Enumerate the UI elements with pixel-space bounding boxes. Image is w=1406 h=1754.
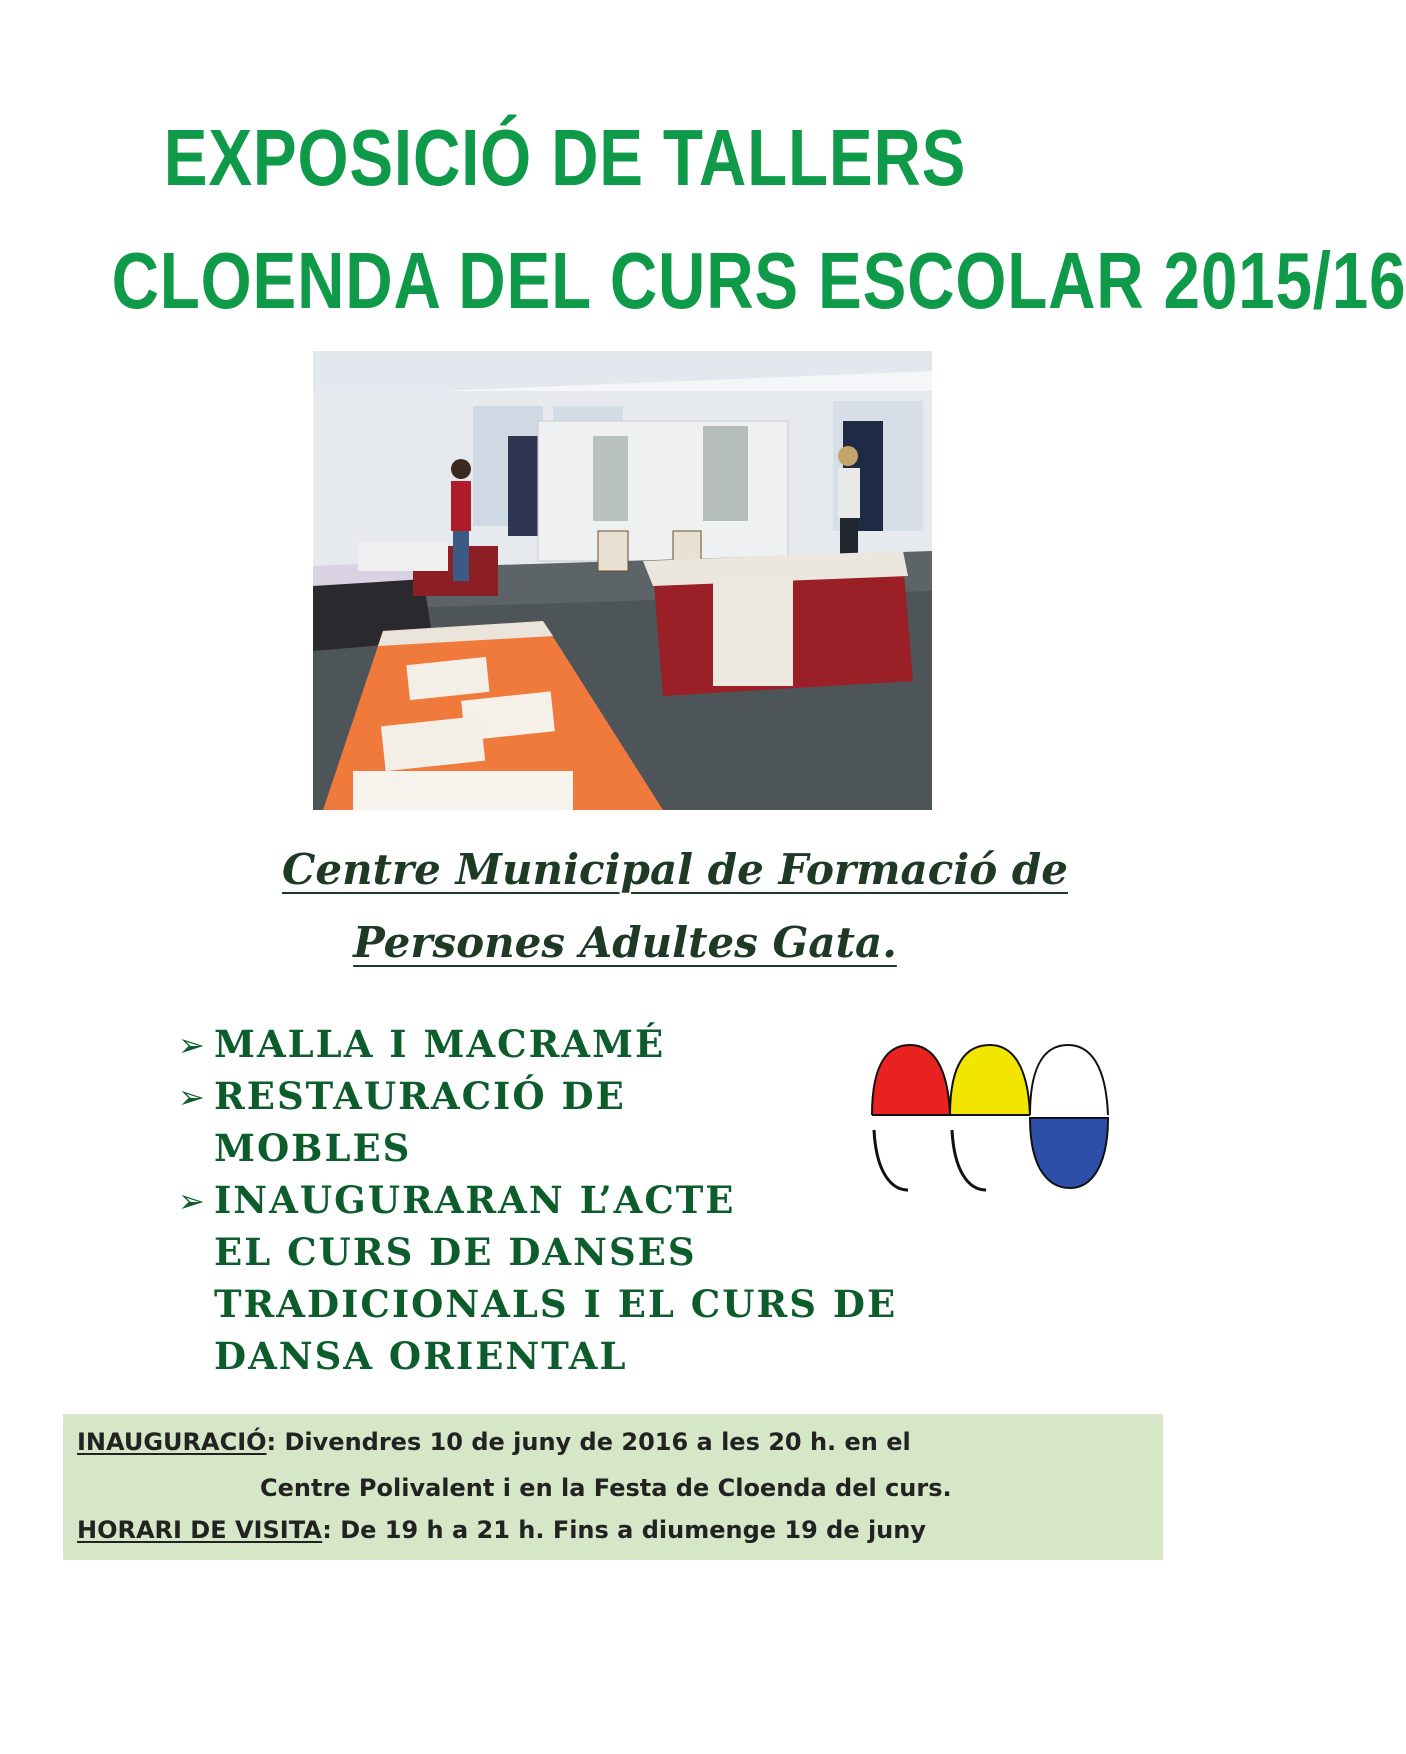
list-item-line: EL CURS DE DANSES (214, 1230, 697, 1274)
list-item-line: MALLA I MACRAMÉ (214, 1022, 666, 1066)
list-item-line: INAUGURARAN L’ACTE (214, 1178, 736, 1222)
title-line-1: EXPOSICIÓ DE TALLERS (163, 113, 967, 202)
arrow-bullet-icon: ➢ (178, 1078, 205, 1116)
list-item-line: RESTAURACIÓ DE (214, 1074, 626, 1118)
list-item (178, 1174, 897, 1382)
organizer-line-2: Persones Adultes Gata. (353, 918, 897, 967)
list-item (178, 1018, 897, 1070)
inauguracio-line-2: Centre Polivalent i en la Festa de Cloenda del curs. (260, 1474, 952, 1502)
list-item-line: TRADICIONALS I EL CURS DE (214, 1282, 898, 1326)
horari-line: HORARI DE VISITA: De 19 h a 21 h. Fins a diumenge 19 de juny (77, 1516, 926, 1544)
arrow-bullet-icon: ➢ (178, 1026, 205, 1064)
horari-label: HORARI DE VISITA (77, 1516, 323, 1544)
list-item-line: MOBLES (214, 1126, 412, 1170)
inauguracio-text: Divendres 10 de juny de 2016 a les 20 h. en el (276, 1428, 911, 1456)
inauguracio-line: INAUGURACIÓ: Divendres 10 de juny de 2016 a les 20 h. en el (77, 1428, 911, 1456)
list-item-line: DANSA ORIENTAL (214, 1334, 628, 1378)
inauguracio-label: INAUGURACIÓ (77, 1428, 267, 1456)
title-line-2: CLOENDA DEL CURS ESCOLAR 2015/16 (111, 236, 1406, 325)
arrow-bullet-icon: ➢ (178, 1182, 205, 1220)
info-box (63, 1414, 1163, 1560)
exhibition-photo (313, 351, 932, 810)
epa-logo-icon (870, 1040, 1110, 1210)
horari-text: De 19 h a 21 h. Fins a diumenge 19 de juny (331, 1516, 926, 1544)
workshop-list (178, 1018, 897, 1382)
organizer-line-1: Centre Municipal de Formació de (281, 845, 1069, 894)
list-item (178, 1070, 897, 1174)
